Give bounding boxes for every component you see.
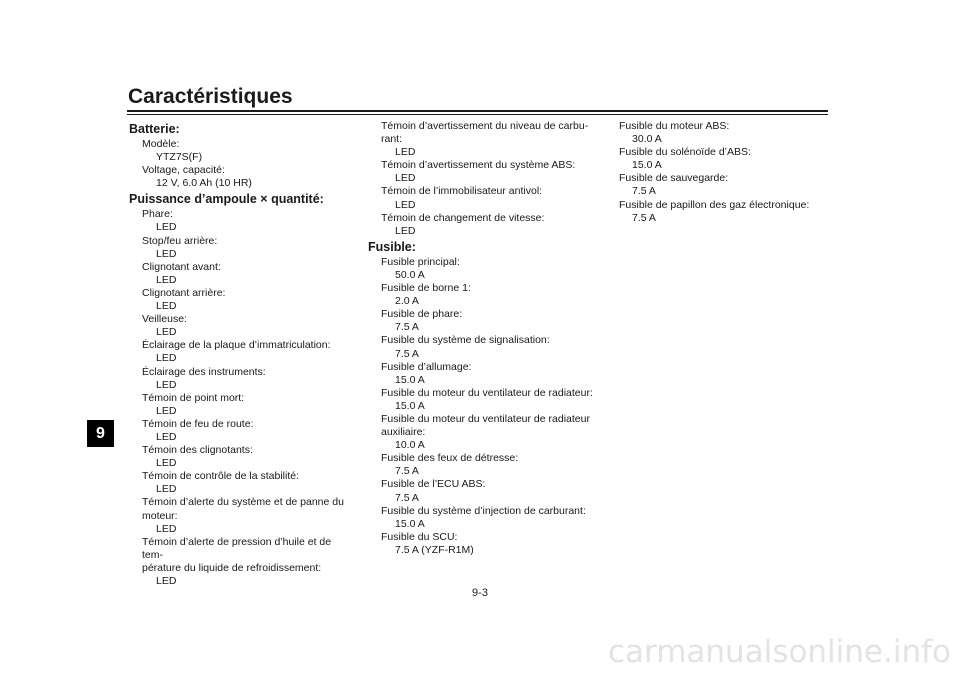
section-heading-batterie: Batterie: [129, 122, 180, 136]
spec-value: 7.5 A [395, 347, 419, 360]
spec-value: 15.0 A [395, 517, 425, 530]
spec-label: Fusible de l’ECU ABS: [381, 478, 486, 491]
watermark: carmanualsonline.info [607, 634, 951, 670]
spec-value: LED [395, 146, 416, 159]
spec-label: Voltage, capacité: [142, 164, 225, 177]
spec-label: Témoin d’avertissement du système ABS: [381, 159, 576, 172]
spec-label: Fusible principal: [381, 255, 460, 268]
spec-label: rant: [381, 133, 403, 146]
spec-value: LED [156, 247, 177, 260]
spec-value: LED [156, 457, 177, 470]
spec-value: LED [156, 404, 177, 417]
spec-label: Témoin de l’immobilisateur antivol: [381, 185, 543, 198]
title-rule-thin [127, 114, 828, 115]
spec-value: LED [395, 172, 416, 185]
spec-label: Fusible de borne 1: [381, 282, 471, 295]
page-number: 9-3 [472, 587, 488, 599]
spec-label: Fusible du SCU: [381, 530, 458, 543]
spec-label: Témoin des clignotants: [142, 444, 253, 457]
spec-label: Fusible d’allumage: [381, 360, 472, 373]
spec-label: Fusible du système d’injection de carburant: [381, 504, 586, 517]
spec-column-3 [606, 120, 826, 225]
page-title: Caractéristiques [128, 85, 293, 108]
spec-value: 15.0 A [395, 399, 425, 412]
spec-value: LED [156, 352, 177, 365]
spec-value: LED [156, 483, 177, 496]
spec-label: moteur: [142, 509, 178, 522]
spec-label: Témoin d’alerte de pression d’huile et de tem- [142, 535, 332, 561]
spec-label: Fusible du moteur du ventilateur de radiateur: [381, 386, 593, 399]
spec-label: auxiliaire: [381, 426, 426, 439]
spec-label: Témoin de contrôle de la stabilité: [142, 470, 300, 483]
spec-value: 50.0 A [395, 268, 425, 281]
spec-label: Témoin de feu de route: [142, 417, 254, 430]
spec-label: Phare: [142, 208, 173, 221]
title-rule [127, 110, 828, 112]
spec-value: 7.5 A [395, 321, 419, 334]
spec-label: Témoin de changement de vitesse: [381, 211, 545, 224]
spec-label: Stop/feu arrière: [142, 234, 218, 247]
spec-label: Veilleuse: [142, 313, 187, 326]
spec-label: Fusible des feux de détresse: [381, 452, 519, 465]
spec-label: Clignotant arrière: [142, 286, 226, 299]
spec-value: 15.0 A [632, 159, 662, 172]
spec-label: Éclairage de la plaque d’immatriculation: [142, 339, 331, 352]
spec-value: 12 V, 6.0 Ah (10 HR) [156, 177, 252, 190]
spec-label: Témoin d’avertissement du niveau de carbu- [381, 120, 589, 132]
spec-label: Modèle: [142, 138, 180, 150]
spec-label: Fusible de sauvegarde: [619, 172, 729, 185]
spec-label: pérature du liquide de refroidissement: [142, 561, 322, 574]
spec-label: Fusible de phare: [381, 308, 463, 321]
spec-value: 15.0 A [395, 373, 425, 386]
spec-value: 10.0 A [395, 439, 425, 452]
spec-label: Fusible du système de signalisation: [381, 334, 550, 347]
spec-label: Fusible du solénoïde d’ABS: [619, 146, 751, 159]
spec-column-2 [368, 120, 600, 557]
spec-label: Témoin d’alerte du système et de panne du [142, 496, 344, 509]
spec-label: Éclairage des instruments: [142, 365, 266, 378]
spec-value: LED [156, 430, 177, 443]
section-heading-fusible: Fusible: [368, 239, 416, 254]
spec-value: LED [156, 522, 177, 535]
spec-value: 2.0 A [395, 295, 419, 308]
spec-value: LED [395, 198, 416, 211]
spec-value: LED [156, 221, 177, 234]
spec-value: 30.0 A [632, 133, 662, 146]
spec-label: Fusible du moteur du ventilateur de radiateur [381, 412, 590, 425]
spec-value: LED [156, 300, 177, 313]
spec-value: 7.5 A [395, 491, 419, 504]
spec-column-1 [129, 120, 349, 588]
spec-value: 7.5 A [632, 211, 656, 224]
spec-value: LED [156, 273, 177, 286]
spec-label: Fusible du moteur ABS: [619, 120, 730, 132]
spec-value: LED [156, 326, 177, 339]
spec-label: Fusible de papillon des gaz électronique: [619, 198, 810, 211]
spec-value: 7.5 A (YZF-R1M) [395, 543, 474, 556]
chapter-tab: 9 [87, 420, 114, 447]
spec-value: YTZ7S(F) [156, 151, 203, 164]
spec-value: 7.5 A [395, 465, 419, 478]
spec-value: LED [395, 224, 416, 237]
spec-label: Clignotant avant: [142, 260, 221, 273]
spec-label: Témoin de point mort: [142, 391, 245, 404]
spec-value: LED [156, 575, 177, 587]
spec-value: LED [156, 378, 177, 391]
spec-value: 7.5 A [632, 185, 656, 198]
section-heading-ampoule: Puissance d’ampoule × quantité: [129, 192, 324, 207]
